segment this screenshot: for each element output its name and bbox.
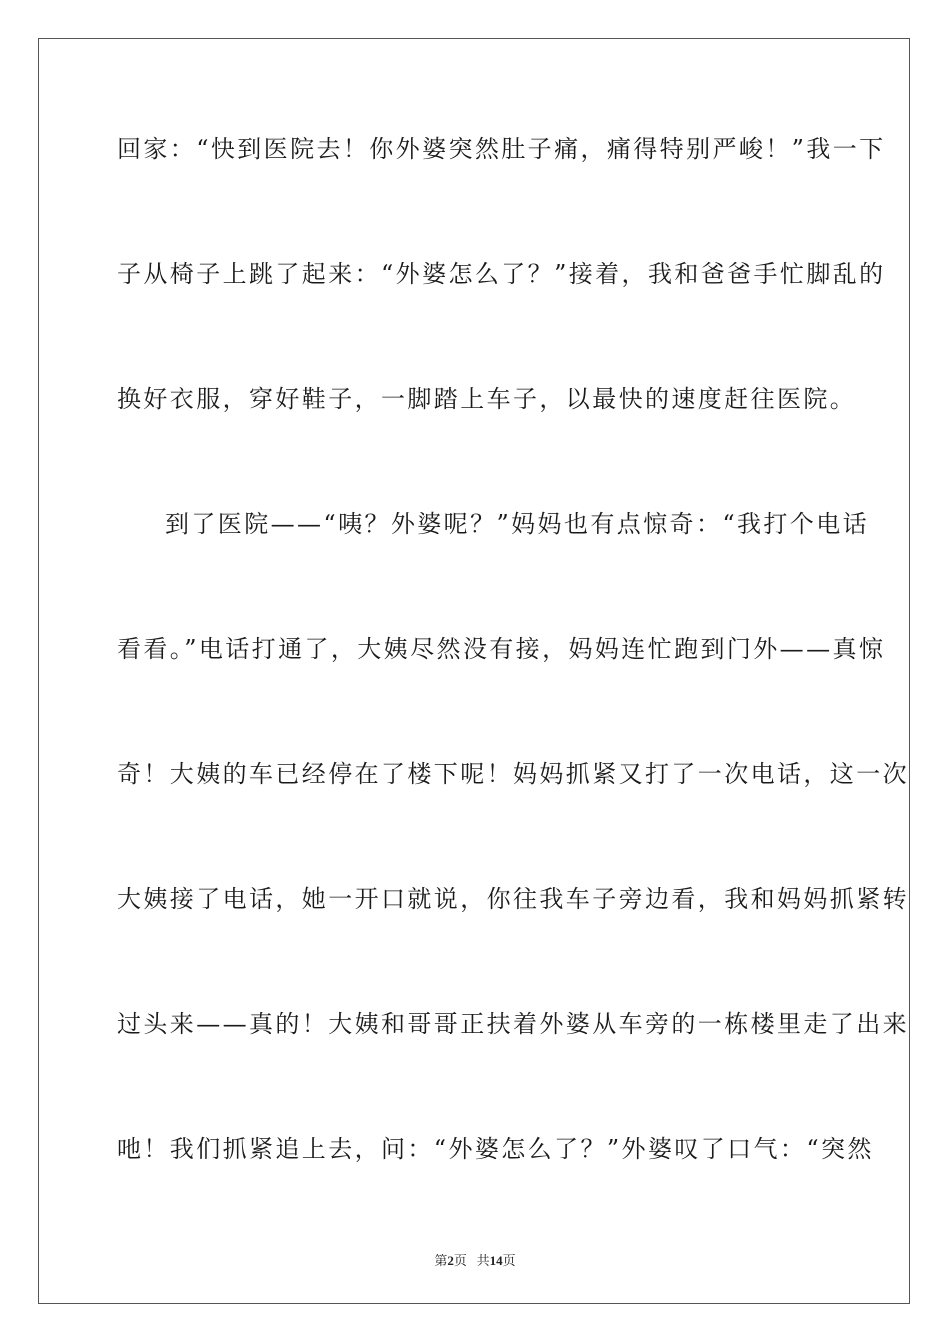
paragraph-line: 过头来——真的！大姨和哥哥正扶着外婆从车旁的一栋楼里走了出来 xyxy=(117,1010,909,1038)
footer-page-total: 14 xyxy=(489,1253,503,1268)
paragraph-line: 吔！我们抓紧追上去，问：“外婆怎么了？”外婆叹了口气：“突然 xyxy=(117,1135,874,1163)
paragraph-line: 奇！大姨的车已经停在了楼下呢！妈妈抓紧又打了一次电话，这一次 xyxy=(117,760,909,788)
footer-total-suffix: 页 xyxy=(502,1253,516,1268)
paragraph-line: 到了医院——“咦？外婆呢？”妈妈也有点惊奇：“我打个电话 xyxy=(165,510,870,538)
footer-page-prefix: 第 xyxy=(434,1253,448,1268)
paragraph-line: 子从椅子上跳了起来：“外婆怎么了？”接着，我和爸爸手忙脚乱的 xyxy=(117,260,886,288)
paragraph-line: 看看。”电话打通了，大姨尽然没有接，妈妈连忙跑到门外——真惊 xyxy=(117,635,886,663)
footer-total-prefix: 共 xyxy=(476,1253,490,1268)
footer-page-suffix: 页 xyxy=(453,1253,467,1268)
paragraph-line: 大姨接了电话，她一开口就说，你往我车子旁边看，我和妈妈抓紧转 xyxy=(117,885,909,913)
paragraph-line: 回家：“快到医院去！你外婆突然肚子痛，痛得特别严峻！”我一下 xyxy=(117,135,886,163)
footer-page-current: 2 xyxy=(447,1253,454,1268)
paragraph-line: 换好衣服，穿好鞋子，一脚踏上车子，以最快的速度赶往医院。 xyxy=(117,385,857,413)
page-border xyxy=(38,38,910,1304)
page-footer xyxy=(0,1250,950,1269)
